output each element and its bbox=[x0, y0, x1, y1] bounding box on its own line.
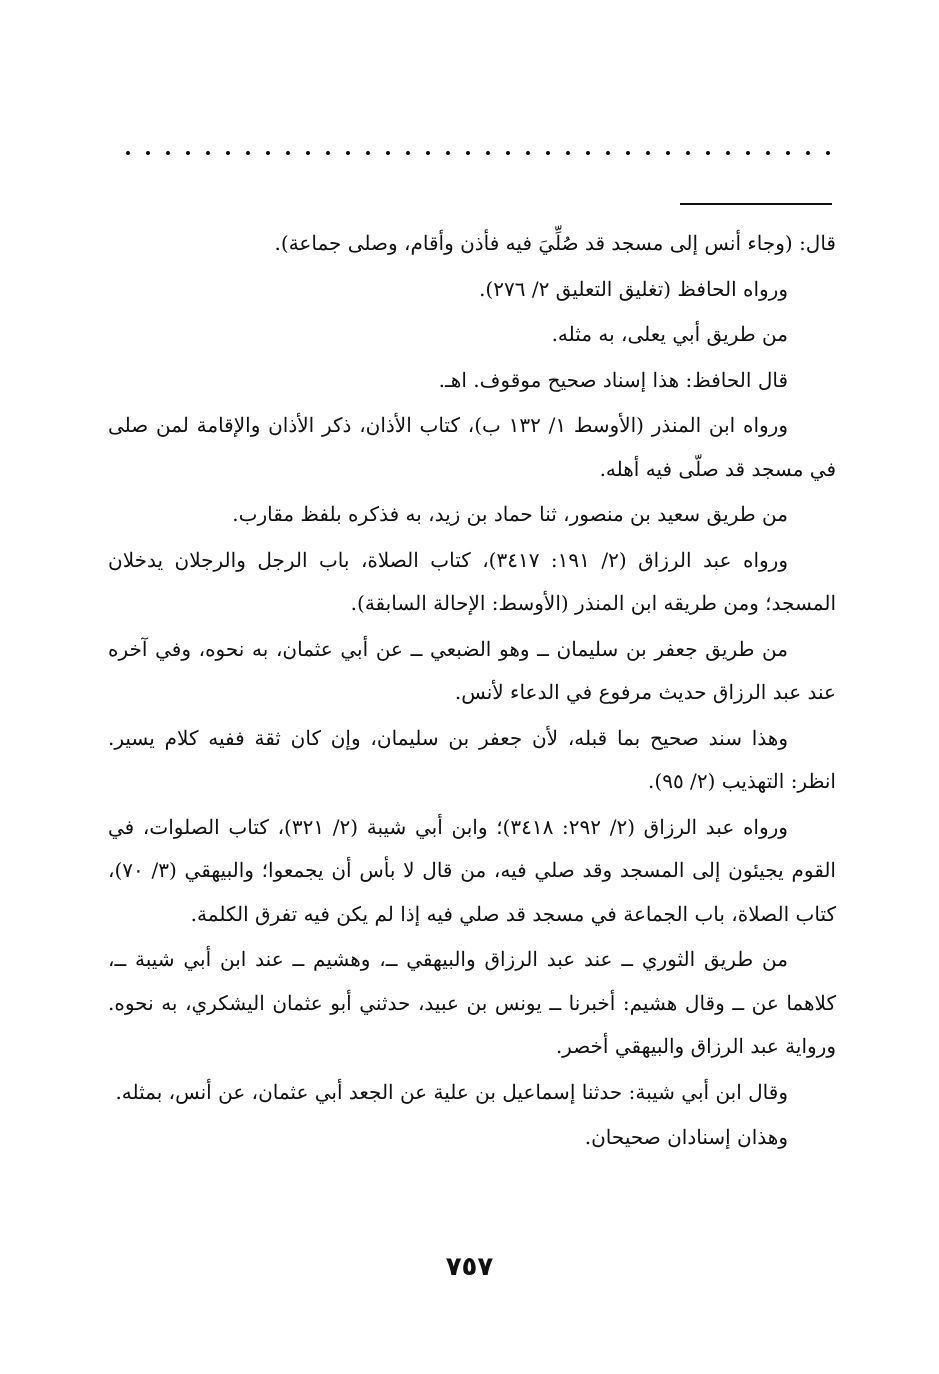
paragraph: من طريق أبي يعلى، به مثله. bbox=[551, 322, 788, 346]
paragraph: ورواه عبد الرزاق (٢/ ٢٩٢: ٣٤١٨)؛ وابن أبي شيبة (٢/ ٣٢١)، كتاب الصلوات، في القوم يجيئون إلى المسجد وقد صلي فيه، من قال لا بأس أن يجمعوا؛ والبيهقي (٣/ ٧٠)، كتاب الصلاة، باب الجماعة في مسجد قد صلي فيه إذا لم يكن فيه تفرق الكلمة. bbox=[108, 814, 836, 926]
paragraph: ورواه الحافظ (تغليق التعليق ٢/ ٢٧٦). bbox=[479, 276, 788, 301]
paragraph: وهذان إسنادان صحيحان. bbox=[584, 1125, 788, 1149]
paragraph: ورواه عبد الرزاق (٢/ ١٩١: ٣٤١٧)، كتاب الصلاة، باب الرجل والرجلان يدخلان المسجد؛ ومن طريقه ابن المنذر (الأوسط: الإحالة السابقة). bbox=[108, 547, 836, 615]
body-text bbox=[108, 222, 836, 1162]
paragraph: قال الحافظ: هذا إسناد صحيح موقوف. اهـ. bbox=[438, 367, 788, 392]
paragraph: من طريق سعيد بن منصور، ثنا حماد بن زيد، به فذكره بلفظ مقارب. bbox=[232, 502, 788, 526]
footnote-rule bbox=[680, 203, 832, 205]
paragraph: وقال ابن أبي شيبة: حدثنا إسماعيل بن علية عن الجعد أبي عثمان، عن أنس، بمثله. bbox=[115, 1079, 788, 1104]
paragraph: من طريق جعفر بن سليمان ــ وهو الضبعي ــ عن أبي عثمان، به نحوه، وفي آخره عند عبد الرزاق حديث مرفوع في الدعاء لأنس. bbox=[108, 636, 836, 704]
paragraph: ورواه ابن المنذر (الأوسط ١/ ١٣٢ ب)، كتاب الأذان، ذكر الأذان والإقامة لمن صلى في مسجد قد صلّى فيه أهله. bbox=[108, 413, 836, 481]
dotted-separator bbox=[118, 150, 830, 156]
paragraph: من طريق الثوري ــ عند عبد الرزاق والبيهقي ــ، وهشيم ــ عند ابن أبي شيبة ــ، كلاهما عن ــ وقال هشيم: أخبرنا ــ يونس بن عبيد، حدثني أبو عثمان اليشكري، به نحوه. ورواية عبد الرزاق والبيهقي أخصر. bbox=[108, 947, 836, 1058]
paragraph: وهذا سند صحيح بما قبله، لأن جعفر بن سليمان، وإن كان ثقة ففيه كلام يسير. انظر: التهذيب (٢/ ٩٥). bbox=[108, 725, 836, 793]
page-number: ٧٥٧ bbox=[445, 1252, 494, 1282]
paragraph-quote: قال: (وجاء أنس إلى مسجد قد صُلِّيَ فيه فأذن وأقام، وصلى جماعة). bbox=[274, 231, 836, 255]
